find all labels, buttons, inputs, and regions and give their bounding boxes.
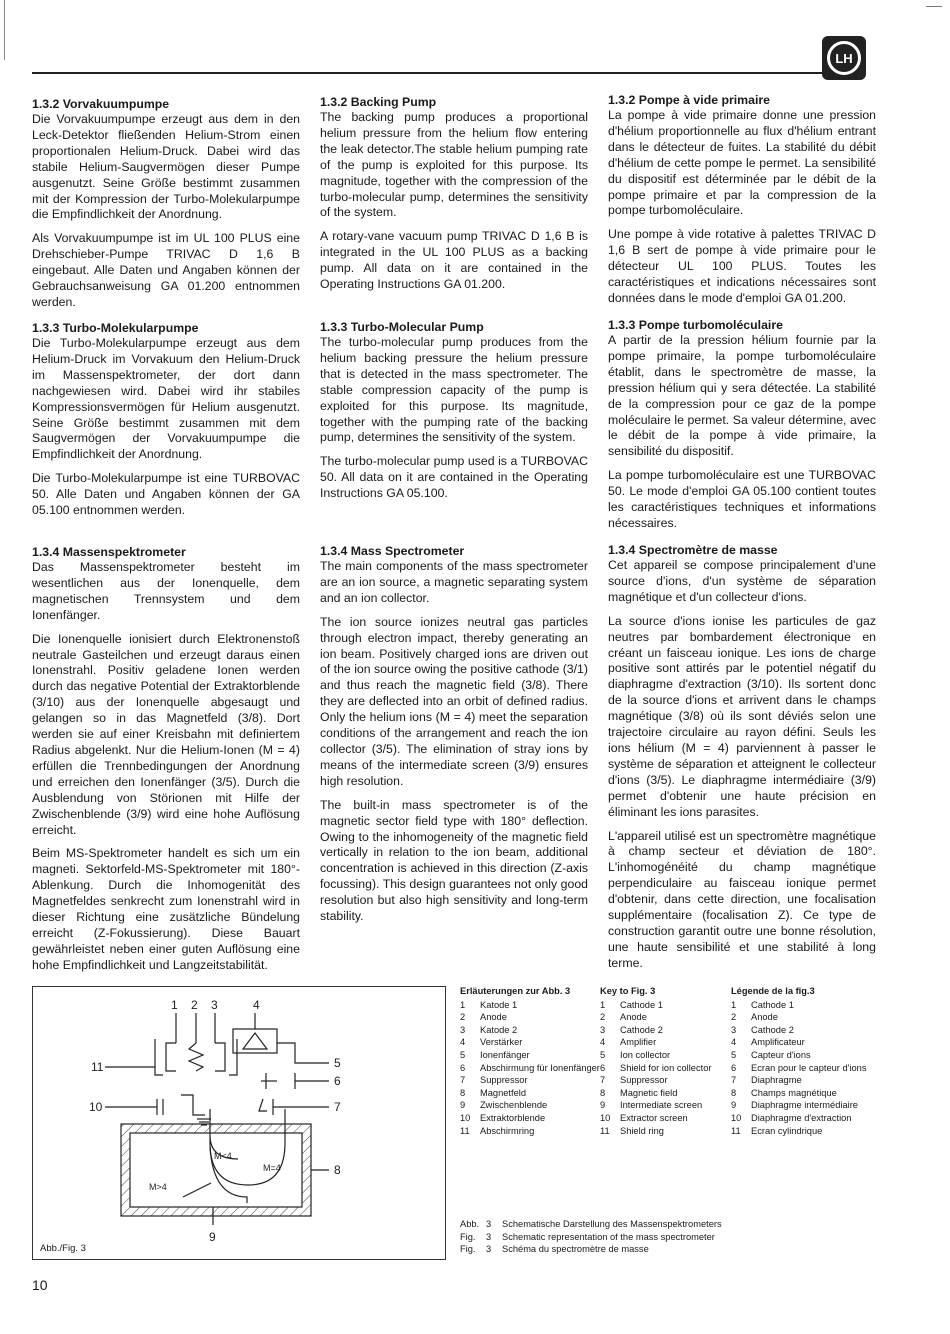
paragraph: Beim MS-Spektrometer handelt es sich um ein magneti. Sektorfeld-MS-Spektrometer mit 180°-Ablenkung. Durch die Inhomogenität des Magnetfeldes senkrecht zum Ionenstrahl wird in dieser Richtung eine zusätzliche Bündelung erreicht (Z-Fokussierung). Diese Bauart gewährleistet neben einer guten Auflösung eine hohe Empfindlichkeit und Langzeitstabilität. (32, 846, 300, 972)
legend-german (460, 985, 600, 1137)
paragraph: A rotary-vane vacuum pump TRIVAC D 1,6 B is integrated in the UL 100 PLUS as a backing pump. All data on it are contained in the Operating Instructions GA 01.200. (320, 229, 588, 292)
num-7: 7 (334, 1100, 341, 1114)
legend-item: 6 Shield for ion collector (600, 1062, 712, 1073)
legend-title: Légende de la fig.3 (731, 986, 815, 996)
heading: 1.3.2 Backing Pump (320, 95, 437, 109)
section-en-mass-spectrometer (320, 543, 588, 933)
cathode-2 (215, 1043, 225, 1071)
amplifier-symbol (243, 1033, 267, 1049)
legend-item: 7 Suppressor (600, 1075, 668, 1086)
legend-item: 10 Extractor screen (600, 1112, 688, 1123)
legend-item: 2 Anode (460, 1012, 507, 1023)
legend-item: 4 Amplificateur (731, 1037, 805, 1048)
legend-item: 8 Magnetic field (600, 1087, 678, 1098)
mass-spectrometer-diagram (33, 987, 447, 1261)
paragraph: The turbo-molecular pump produces from the helium backing pressure the helium pressure that is detected in the mass spectrometer. The stable compression capacity of the pump is exploited for this purpose. Its magnitude, together with the pumping rate of the backing pump, determines the sensitivity of the system. (320, 335, 588, 445)
amplifier-output (277, 1043, 329, 1063)
heading: 1.3.3 Turbo-Molecular Pump (320, 320, 484, 334)
legend-item: 1 Cathode 1 (731, 999, 794, 1010)
paragraph: Une pompe à vide rotative à palettes TRIVAC D 1,6 B sert de pompe à vide primaire pour le détecteur UL 100 PLUS. Toutes les caractéristiques et indications nécessaires sont données dans le mode d'emploi GA 01.200. (608, 227, 876, 305)
legend-item: 10 Diaphragme d'extraction (731, 1112, 852, 1123)
section-en-turbo-pump (320, 319, 588, 510)
paragraph: Die Turbo-Molekularpumpe ist eine TURBOVAC 50. Alle Daten und Angaben können der GA 05.100 entnommen werden. (32, 471, 300, 518)
paragraph: The ion source ionizes neutral gas particles through electron impact, thereby generating an ion beam. Positively charged ions are driven out of the ion source owing the positive cathode (3/1) and thus reach the magnetic field (3/8). There they are deflected into an orbit of defined radius. Only the helium ions (M = 4) meet the separation conditions of the arrangement and reach the ion collector (3/5). The elimination of stray ions by means of the intermediate screen (3/9) ensures high resolution. (320, 614, 588, 788)
paragraph: Das Massenspektrometer besteht im wesentlichen aus der Ionenquelle, dem magnetischen Trennsystem und dem Ionenfänger. (32, 560, 300, 622)
paragraph: Cet appareil se compose principalement d'une source d'ions, d'un système de séparation magnétique et d'un collecteur d'ions. (608, 558, 876, 604)
paragraph: The main components of the mass spectrometer are an ion source, a magnetic separating system and an ion collector. (320, 559, 588, 605)
legend-item: 4 Amplifier (600, 1037, 657, 1048)
paragraph: Als Vorvakuumpumpe ist im UL 100 PLUS eine Drehschieber-Pumpe TRIVAC D 1,6 B eingebaut. Alle Daten und Angaben können der Gebrauchsanweisung GA 01.200 entnommen werden. (32, 231, 300, 309)
cathode-1 (166, 1043, 176, 1071)
heading: 1.3.4 Mass Spectrometer (320, 544, 465, 558)
legend-item: 11 Ecran cylindrique (731, 1125, 823, 1136)
suppressor (259, 1099, 267, 1111)
heading: 1.3.2 Pompe à vide primaire (608, 93, 770, 107)
legend-item: 10 Extraktorblende (460, 1112, 546, 1123)
legend-item: 2 Anode (600, 1012, 647, 1023)
caption-fr: Fig. 3 Schéma du spectromètre de masse (460, 1244, 649, 1255)
legend-item: 3 Cathode 2 (600, 1024, 663, 1035)
legend-item: 8 Champs magnétique (731, 1087, 837, 1098)
figure-3-schematic (32, 986, 446, 1260)
label-m-eq-4: M=4 (263, 1163, 281, 1173)
legend-item: 1 Cathode 1 (600, 999, 663, 1010)
figure-captions (460, 1218, 722, 1256)
paragraph: A partir de la pression hélium fournie par la pompe primaire, la pompe turbomoléculaire établit, dans le spectromètre de masse, la pression hélium qui y sera détectée. La stabilité de la compression pour ce gaz de la pompe moléculaire le permet. Sa valeur détermine, avec le débit de la pompe à vide primaire, la sensibilité du dispositif. (608, 333, 876, 459)
section-de-turbo-pump (32, 320, 300, 527)
legend-item: 11 Abschirmring (460, 1125, 535, 1136)
heading: 1.3.2 Vorvakuumpumpe (32, 97, 170, 111)
num-5: 5 (334, 1056, 341, 1070)
legend-item: 8 Magnetfeld (460, 1087, 526, 1098)
suppressor-ground (181, 1095, 205, 1115)
lh-logo (822, 36, 866, 80)
num-8: 8 (334, 1163, 341, 1177)
num-10: 10 (89, 1100, 103, 1114)
paragraph: The built-in mass spectrometer is of the magnetic sector field type with 180° deflection. Owing to the inhomogeneity of the magnetic field vertically in relation to the ion beam, additional concentration is achieved in this direction (Z-axis focussing). This design guarantees not only good resolution but also high sensitivity and long-term stability. (320, 797, 588, 924)
label-m-gt-4: M>4 (149, 1182, 167, 1192)
num-2: 2 (191, 998, 198, 1012)
section-fr-mass-spectrometer (608, 542, 876, 980)
section-fr-turbo-pump (608, 317, 876, 540)
heading: 1.3.3 Pompe turbomoléculaire (608, 318, 783, 332)
num-4: 4 (253, 998, 260, 1012)
legend-french (731, 985, 881, 1137)
legend-item: 9 Intermediate screen (600, 1100, 703, 1111)
figure-label: Abb./Fig. 3 (40, 1243, 86, 1254)
paragraph: La source d'ions ionise les particules de gaz neutres par bombardement électronique en créant un faisceau ionique. Les ions de charge positive sont attirés par le potentiel négatif du diaphragme d'extraction (3/10). Ils sortent donc de la source d'ions et arrivent dans le champs magnétique (3/8) où ils sont déviés selon une trajectoire circulaire au rayon défini. Seuls les ions hélium (M = 4) parviennent à passer le système de séparation et atteignent le collecteur d'ions (3/5). Le diaphragme intermédiaire (3/9) permet d'obtenir une haute précision en éliminant les ions parasites. (608, 613, 876, 819)
legend-item: 3 Cathode 2 (731, 1024, 794, 1035)
legend-item: 11 Shield ring (600, 1125, 664, 1136)
legend-item: 1 Katode 1 (460, 999, 518, 1010)
legend-item: 4 Verstärker (460, 1037, 523, 1048)
margin-mark (4, 0, 5, 60)
legend-title: Key to Fig. 3 (600, 986, 656, 996)
legend-item: 7 Suppressor (460, 1075, 528, 1086)
paragraph: Die Vorvakuumpumpe erzeugt aus dem in den Leck-Detektor fließenden Helium-Strom einen proportionalen Helium-Druck. Dabei wird das stabile Helium-Saugvermögen dieser Pumpe ausgenutzt. Seine Größe bestimmt zusammen mit der Kompression der Turbo-Molekularpumpe die Empfindlichkeit der Anordnung. (32, 112, 300, 222)
num-11: 11 (91, 1060, 104, 1074)
anode-coil (189, 1043, 203, 1071)
paragraph: Die Ionenquelle ionisiert durch Elektronenstoß neutrale Gasteilchen und erzeugt daraus einen Ionenstrahl. Positiv geladene Ionen werden durch das negative Potential der Extraktorblende (3/10) aus der Ionenquelle abgesaugt und gelangen so in das Magnetfeld (3/8). Dort werden sie auf einer Kreisbahn mit definiertem Radius abgelenkt. Nur die Helium-Ionen (M = 4) erfüllen die Trennbedingungen der Anordnung und erreichen den Ionenfänger (3/5). Durch die Ausblendung von Störionen mit Hilfe der Zwischenblende (3/9) wird eine hohe Auflösung erreicht. (32, 631, 300, 837)
legend-item: 5 Capteur d'ions (731, 1049, 811, 1060)
legend-title: Erläuterungen zur Abb. 3 (460, 986, 571, 996)
legend-item: 3 Katode 2 (460, 1024, 518, 1035)
heading: 1.3.3 Turbo-Molekularpumpe (32, 321, 199, 335)
heading: 1.3.4 Spectromètre de masse (608, 543, 778, 557)
caption-en: Fig. 3 Schematic representation of the mass spectrometer (460, 1231, 715, 1242)
corner-mark (926, 6, 942, 7)
num-1: 1 (171, 998, 178, 1012)
legend-item: 9 Zwischenblende (460, 1100, 548, 1111)
logo-text: LH (827, 41, 861, 75)
num-9: 9 (209, 1230, 216, 1244)
legend-item: 7 Diaphragme (731, 1075, 802, 1086)
legend-english (600, 985, 728, 1137)
paragraph: L'appareil utilisé est un spectromètre magnétique à champ secteur et déviation de 180°. L'inhomogénéité du champ magnétique perpendiculaire au faisceau ionique permet d'obtenir, dans cette direction, une focalisation supplémentaire (focalisation Z). Ce type de construction garantit outre une bonne résolution, une haute sensibilité et une stabilité à long terme. (608, 828, 876, 970)
header-rule (32, 72, 824, 74)
paragraph: The backing pump produces a proportional helium pressure from the helium flow entering the leak detector.The stable helium pumping rate of the pump is exploited for this purpose. Its magnitude, together with the compression of the turbo-molecular pump, determines the sensitivity of the system. (320, 110, 588, 220)
legend-item: 6 Abschirmung für Ionenfänger (460, 1062, 600, 1073)
paragraph: La pompe turbomoléculaire est une TURBOVAC 50. Le mode d'emploi GA 05.100 contient toutes les caractéristiques techniques et informations nécessaires. (608, 468, 876, 530)
legend-item: 5 Ion collector (600, 1049, 671, 1060)
legend-item: 5 Ionenfänger (460, 1049, 530, 1060)
num-3: 3 (211, 998, 218, 1012)
section-de-backing-pump (32, 96, 300, 319)
shield-ring-left (155, 1039, 163, 1075)
paragraph: The turbo-molecular pump used is a TURBOVAC 50. All data on it are contained in the Operating Instructions GA 05.100. (320, 454, 588, 501)
paragraph: La pompe à vide primaire donne une pression d'hélium proportionnelle au flux d'hélium entrant dans le détecteur de fuites. La stabilité du débit d'hélium de cette pompe le permet. La sensibilité du dispositif est déterminée par le débit de la pompe primaire et par la compression de la pompe turbomoléculaire. (608, 108, 876, 218)
paragraph: Die Turbo-Molekularpumpe erzeugt aus dem Helium-Druck im Vorvakuum den Helium-Druck im Massenspektrometer, der dort dann nachgewiesen wird. Dabei wird ihr stabiles Kompressionsvermögen für Helium ausgenutzt. Seine Größe bestimmt zusammen mit dem Saugvermögen der Vorvakuumpumpe die Empfindlichkeit der Anordnung. (32, 336, 300, 462)
num-6: 6 (334, 1074, 341, 1088)
legend-item: 2 Anode (731, 1012, 778, 1023)
heading: 1.3.4 Massenspektrometer (32, 545, 186, 559)
legend-item: 6 Ecran pour le capteur d'ions (731, 1062, 867, 1073)
section-de-mass-spectrometer (32, 544, 300, 982)
section-en-backing-pump (320, 94, 588, 301)
caption-de: Abb. 3 Schematische Darstellung des Massenspektrometers (460, 1219, 722, 1229)
section-fr-backing-pump (608, 92, 876, 315)
legend-item: 9 Diaphragme intermédiaire (731, 1100, 858, 1111)
page-number: 10 (32, 1277, 48, 1293)
label-m-lt-4: M<4 (214, 1151, 232, 1161)
